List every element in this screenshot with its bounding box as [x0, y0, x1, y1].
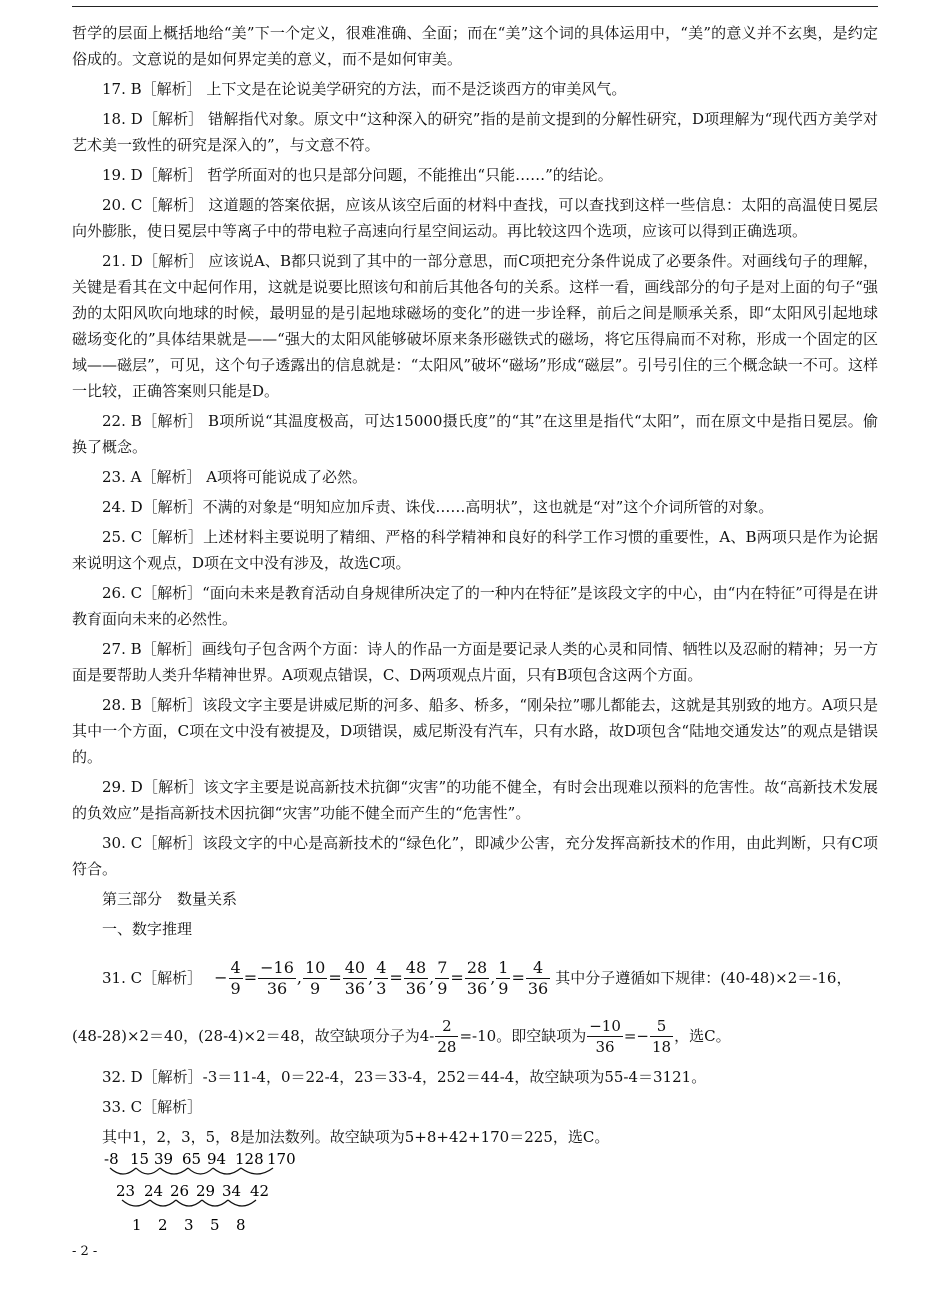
diagram-number: 65 — [182, 1150, 202, 1168]
answer-23: 23. A［解析］ A项将可能说成了必然。 — [102, 468, 368, 486]
answer-29: 29. D［解析］该文字主要是说高新技术抗御“灾害”的功能不健全，有时会出现难以预料的危害性。故“高新技术发展的负效应”是指高新技术因抗御“灾害”功能不健全而产生的“危害性”。 — [72, 778, 878, 822]
fraction: $\frac{1}{9}$ — [498, 957, 509, 998]
diagram-arc — [202, 1200, 228, 1206]
diagram-number: 39 — [154, 1150, 174, 1168]
answer-31-line2: (48-28)×2＝40，(28-4)×2＝48，故空缺项分子为4- $\frac{2}{28}$ =-10。即空缺项为 $\frac{-10}{36}$ =− $\frac{5}{18}$ ，选C。 — [72, 1016, 731, 1056]
answer-24: 24. D［解析］不满的对象是“明知应加斥责、诛伐……高明状”，这也就是“对”这个介词所管的对象。 — [102, 498, 774, 516]
answer-18: 18. D［解析］ 错解指代对象。原文中“这种深入的研究”指的是前文提到的分解性研究，D项理解为“现代西方美学对艺术美一致性的研究是深入的”，与文意不符。 — [72, 110, 878, 154]
diagram-number: 1 — [132, 1216, 142, 1234]
answer-31-text-a: (48-28)×2＝40，(28-4)×2＝48，故空缺项分子为4- — [72, 1027, 435, 1045]
diagram-number: 170 — [267, 1150, 296, 1168]
diagram-number: -8 — [104, 1150, 119, 1168]
diagram-number: 26 — [170, 1182, 190, 1200]
diagram-number: 29 — [196, 1182, 216, 1200]
fraction: $\frac{4}{3}$ — [376, 957, 387, 998]
diagram-number: 42 — [250, 1182, 270, 1200]
answer-31-text-b: =-10。即空缺项为 — [459, 1027, 587, 1045]
fraction: $\frac{4}{9}$ — [230, 957, 241, 998]
page-number: - 2 - — [72, 1244, 98, 1259]
diagram-arc — [136, 1168, 160, 1174]
diagram-number: 8 — [236, 1216, 246, 1234]
answer-32: 32. D［解析］-3＝11-4，0＝22-4，23＝33-4，252＝44-4，故空缺项为55-4＝3121。 — [102, 1068, 707, 1086]
diagram-arc — [241, 1168, 273, 1174]
answer-31-text-c: ，选C。 — [674, 1027, 731, 1045]
diagram-arc — [122, 1200, 150, 1206]
answer-20: 20. C［解析］ 这道题的答案依据，应该从该空后面的材料中查找，可以查找到这样一些信息：太阳的高温使日冕层向外膨胀，使日冕层中等离子中的带电粒子高速向行星空间运动。再比较这四个选项，应该可以得到正确选项。 — [72, 196, 878, 240]
fraction: $\frac{48}{36}$ — [405, 957, 427, 998]
answer-22: 22. B［解析］ B项所说“其温度极高，可达15000摄氏度”的“其”在这里是指代“太阳”，而在原文中是指日冕层。偷换了概念。 — [72, 412, 878, 456]
fraction: $\frac{7}{9}$ — [437, 957, 448, 998]
fraction: $\frac{40}{36}$ — [344, 957, 366, 998]
answer-21: 21. D［解析］ 应该说A、B都只说到了其中的一部分意思，而C项把充分条件说成了必要条件。对画线句子的理解，关键是看其在文中起何作用，这就是说要比照该句和前后其他各句的关系。这样一看，画线部分的句子是对上面的句子“强劲的太阳风吹向地球的时候，最明显的是引起地球磁场的变化”的进一步诠释，前后之间是顺承关系，即“太阳风引起地球磁场变化的”具体结果就是——“强大的太阳风能够破坏原来条形磁铁式的磁场，将它压得扁而不对称，形成一个固定的区域——磁层”，可见，这个句子透露出的信息就是：“太阳风”破坏“磁场”形成“磁层”。引号引住的三个概念缺一不可。这样一比较，正确答案则只能是D。 — [72, 252, 878, 400]
header-rule — [72, 6, 878, 7]
fraction: $\frac{10}{9}$ — [304, 957, 326, 998]
fraction: $\frac{5}{18}$ — [652, 1016, 672, 1056]
diagram-number: 2 — [158, 1216, 168, 1234]
diagram-number: 34 — [222, 1182, 242, 1200]
fraction: $\frac{4}{36}$ — [527, 957, 549, 998]
fraction: $\frac{-10}{36}$ — [589, 1016, 621, 1056]
part-heading: 第三部分 数量关系 — [102, 890, 238, 908]
diagram-number: 15 — [130, 1150, 150, 1168]
fraction: $\frac{28}{36}$ — [466, 957, 488, 998]
answer-33-text: 其中1，2，3，5，8是加法数列。故空缺项为5+8+42+170＝225，选C。 — [102, 1128, 610, 1146]
fraction: $\frac{-16}{36}$ — [260, 957, 294, 998]
answer-31-rule: 其中分子遵循如下规律：(40-48)×2＝-16， — [555, 969, 852, 987]
answer-25: 25. C［解析］上述材料主要说明了精细、严格的科学精神和良好的科学工作习惯的重要性，A、B两项只是作为论据来说明这个观点，D项在文中没有涉及，故选C项。 — [72, 528, 878, 572]
fraction-sequence: − $\frac{4}{9}$ = $\frac{-16}{36}$ , $\frac{10}{9}$ = $\frac{40}{36}$ , $\frac{4}{3}$ = $\frac{48}{36}$ , $\frac{7}{9}$ = $\frac{28}{36}$ , $\frac{1}{9}$ = $\frac{4}{36}$ — [214, 957, 549, 998]
diagram-arc — [188, 1168, 213, 1174]
answer-33-label: 33. C［解析］ — [102, 1098, 203, 1116]
answer-26: 26. C［解析］“面向未来是教育活动自身规律所决定了的一种内在特征”是该段文字的中心，由“内在特征”可得是在讲教育面向未来的必然性。 — [72, 584, 878, 628]
page-content — [72, 20, 878, 1236]
diagram-number: 5 — [210, 1216, 220, 1234]
diagram-number: 3 — [184, 1216, 194, 1234]
answer-27: 27. B［解析］画线句子包含两个方面：诗人的作品一方面是要记录人类的心灵和同情、牺牲以及忍耐的精神；另一方面是要帮助人类升华精神世界。A项观点错误，C、D两项观点片面，只有B项包含这两个方面。 — [72, 640, 878, 684]
diagram-arc — [176, 1200, 202, 1206]
fraction: $\frac{2}{28}$ — [437, 1016, 457, 1056]
diagram-number: 23 — [116, 1182, 136, 1200]
answer-28: 28. B［解析］该段文字主要是讲威尼斯的河多、船多、桥多，“刚朵拉”哪儿都能去，这就是其别致的地方。A项只是其中一个方面，C项在文中没有被提及，D项错误，威尼斯没有汽车，只有水路，故D项包含“陆地交通发达”的观点是错误的。 — [72, 696, 878, 766]
diagram-arc — [160, 1168, 188, 1174]
section-heading: 一、数字推理 — [102, 920, 193, 938]
diagram-number: 94 — [207, 1150, 227, 1168]
diagram-arc — [213, 1168, 241, 1174]
answer-30: 30. C［解析］该段文字的中心是高新技术的“绿色化”，即减少公害，充分发挥高新技术的作用，由此判断，只有C项符合。 — [72, 834, 878, 878]
difference-diagram-svg — [102, 1150, 402, 1236]
answer-31-line1 — [72, 948, 878, 1008]
diagram-arc — [150, 1200, 176, 1206]
diagram-number: 24 — [144, 1182, 164, 1200]
answer-17: 17. B［解析］ 上下文是在论说美学研究的方法，而不是泛谈西方的审美风气。 — [102, 80, 627, 98]
answer-19: 19. D［解析］ 哲学所面对的也只是部分问题，不能推出“只能……”的结论。 — [102, 166, 613, 184]
answer-31-label: 31. C［解析］ — [102, 969, 203, 987]
paragraph-continued: 哲学的层面上概括地给“美”下一个定义，很难准确、全面；而在“美”这个词的具体运用中，“美”的意义并不玄奥，是约定俗成的。文意说的是如何界定美的意义，而不是如何审美。 — [72, 24, 878, 68]
diagram-number: 128 — [235, 1150, 264, 1168]
diagram-arc — [228, 1200, 256, 1206]
difference-diagram — [102, 1150, 402, 1236]
diagram-arc — [110, 1168, 136, 1174]
